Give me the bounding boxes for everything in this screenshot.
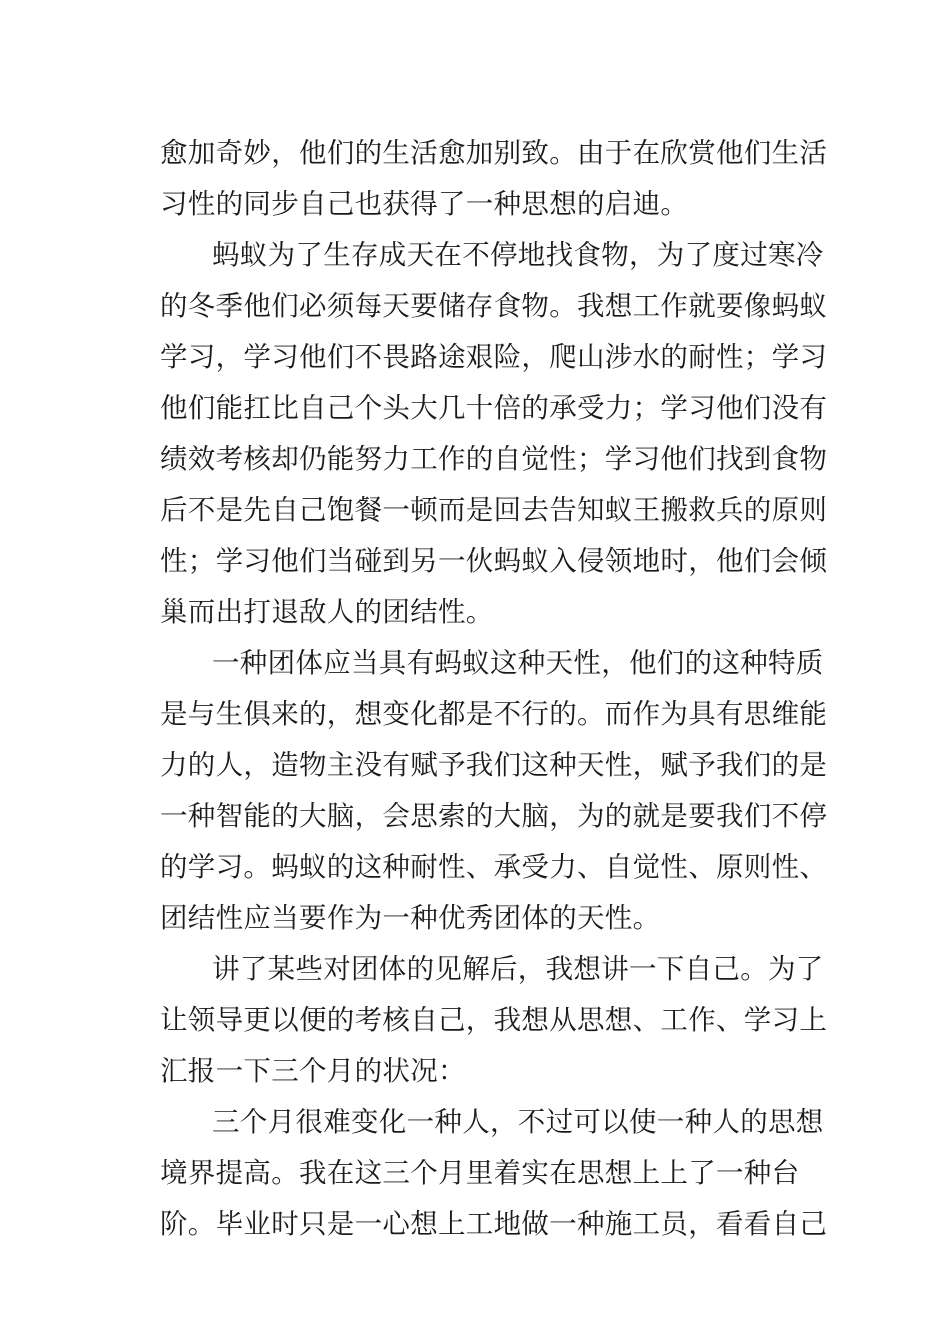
text-line: 境界提高。我在这三个月里着实在思想上上了一种台 <box>160 1157 800 1189</box>
text-line: 让领导更以便的考核自己，我想从思想、工作、学习上 <box>160 1004 828 1036</box>
text-line: 蚂蚁为了生存成天在不停地找食物，为了度过寒冷 <box>212 239 824 271</box>
text-line: 讲了某些对团体的见解后，我想讲一下自己。为了 <box>212 953 824 985</box>
text-line: 的冬季他们必须每天要储存食物。我想工作就要像蚂蚁 <box>160 290 828 322</box>
text-line: 阶。毕业时只是一心想上工地做一种施工员，看看自己 <box>160 1208 828 1240</box>
text-line: 巢而出打退敌人的团结性。 <box>160 596 494 628</box>
document-body <box>160 128 828 1250</box>
text-line: 后不是先自己饱餐一顿而是回去告知蚁王搬救兵的原则 <box>160 494 828 526</box>
text-line: 三个月很难变化一种人，不过可以使一种人的思想 <box>212 1106 824 1138</box>
text-line: 力的人，造物主没有赋予我们这种天性，赋予我们的是 <box>160 749 828 781</box>
text-line: 一种团体应当具有蚂蚁这种天性，他们的这种特质 <box>212 647 824 679</box>
text-line: 学习，学习他们不畏路途艰险，爬山涉水的耐性；学习 <box>160 341 828 373</box>
text-line: 一种智能的大脑，会思索的大脑，为的就是要我们不停 <box>160 800 828 832</box>
text-line: 愈加奇妙，他们的生活愈加别致。由于在欣赏他们生活 <box>160 137 828 169</box>
text-line: 是与生俱来的，想变化都是不行的。而作为具有思维能 <box>160 698 828 730</box>
text-line: 他们能扛比自己个头大几十倍的承受力；学习他们没有 <box>160 392 828 424</box>
text-line: 性；学习他们当碰到另一伙蚂蚁入侵领地时，他们会倾 <box>160 545 828 577</box>
text-line: 绩效考核却仍能努力工作的自觉性；学习他们找到食物 <box>160 443 828 475</box>
text-line: 团结性应当要作为一种优秀团体的天性。 <box>160 902 661 934</box>
text-line: 的学习。蚂蚁的这种耐性、承受力、自觉性、原则性、 <box>160 851 828 883</box>
text-line: 习性的同步自己也获得了一种思想的启迪。 <box>160 188 689 220</box>
text-line: 汇报一下三个月的状况： <box>160 1055 466 1087</box>
